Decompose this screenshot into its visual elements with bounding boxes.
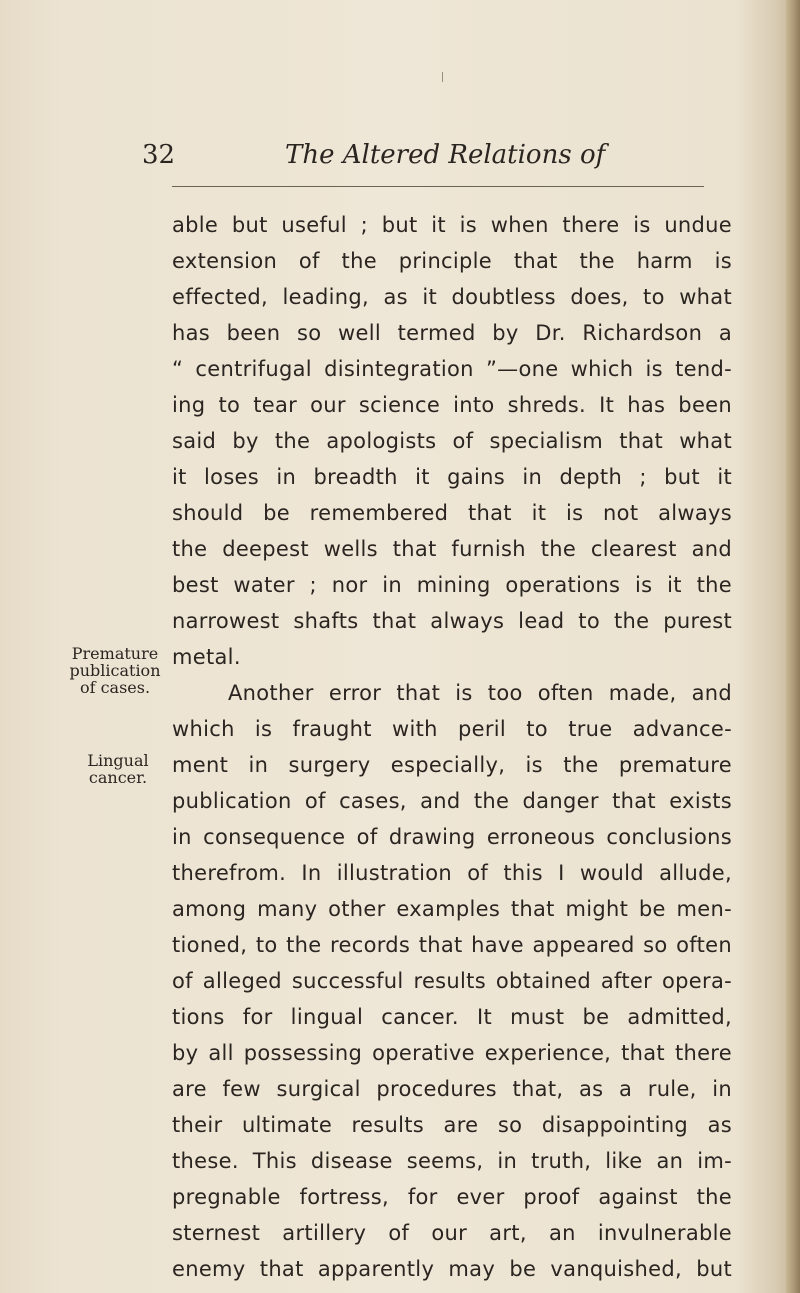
- text-line: pregnable fortress, for ever proof against the: [172, 1185, 732, 1209]
- text-line: ing to tear our science into shreds. It has been: [172, 393, 732, 417]
- page-header: [142, 140, 662, 176]
- text-line: best water ; nor in mining operations is it the: [172, 573, 732, 597]
- text-line: in consequence of drawing erroneous conclusions: [172, 825, 732, 849]
- text-line: by all possessing operative experience, that there: [172, 1041, 732, 1065]
- page-mark: [442, 72, 443, 82]
- text-line: enemy that apparently may be vanquished, but: [172, 1257, 732, 1281]
- text-line: tioned, to the records that have appeared so often: [172, 933, 732, 957]
- text-line: “ centrifugal disintegration ”—one which is tend-: [172, 357, 732, 381]
- margin-note-line: publication: [69, 661, 161, 680]
- body-text: [172, 207, 732, 1287]
- margin-note-line: Premature: [71, 644, 159, 663]
- text-line: has been so well termed by Dr. Richardson a: [172, 321, 732, 345]
- text-line: tions for lingual cancer. It must be admitted,: [172, 1005, 732, 1029]
- text-line: effected, leading, as it doubtless does, to what: [172, 285, 732, 309]
- text-line: publication of cases, and the danger that exists: [172, 789, 732, 813]
- margin-note-lingual-cancer: [68, 752, 168, 786]
- text-line: should be remembered that it is not always: [172, 501, 732, 525]
- page-number: 32: [142, 140, 176, 170]
- text-line: it loses in breadth it gains in depth ; but it: [172, 465, 732, 489]
- page-binding-edge: [786, 0, 800, 1293]
- margin-note-line: Lingual: [87, 751, 149, 770]
- text-line: narrowest shafts that always lead to the purest: [172, 609, 732, 633]
- text-line: of alleged successful results obtained after opera-: [172, 969, 732, 993]
- margin-note-line: of cases.: [79, 678, 151, 697]
- text-line: able but useful ; but it is when there is undue: [172, 213, 732, 237]
- text-line: sternest artillery of our art, an invulnerable: [172, 1221, 732, 1245]
- text-line: Another error that is too often made, and: [228, 681, 732, 705]
- text-line: said by the apologists of specialism that what: [172, 429, 732, 453]
- text-line: which is fraught with peril to true advance-: [172, 717, 732, 741]
- text-line: ment in surgery especially, is the premature: [172, 753, 732, 777]
- text-line: these. This disease seems, in truth, like an im-: [172, 1149, 732, 1173]
- header-rule: [172, 186, 704, 187]
- margin-note-line: cancer.: [88, 768, 148, 787]
- margin-note-premature-publication: [60, 645, 170, 696]
- text-line: therefrom. In illustration of this I would allude,: [172, 861, 732, 885]
- text-line: extension of the principle that the harm is: [172, 249, 732, 273]
- text-line: the deepest wells that furnish the clearest and: [172, 537, 732, 561]
- text-line: metal.: [172, 645, 241, 669]
- text-line: among many other examples that might be men-: [172, 897, 732, 921]
- text-line: are few surgical procedures that, as a rule, in: [172, 1077, 732, 1101]
- running-title: The Altered Relations of: [285, 140, 606, 170]
- text-line: their ultimate results are so disappointing as: [172, 1113, 732, 1137]
